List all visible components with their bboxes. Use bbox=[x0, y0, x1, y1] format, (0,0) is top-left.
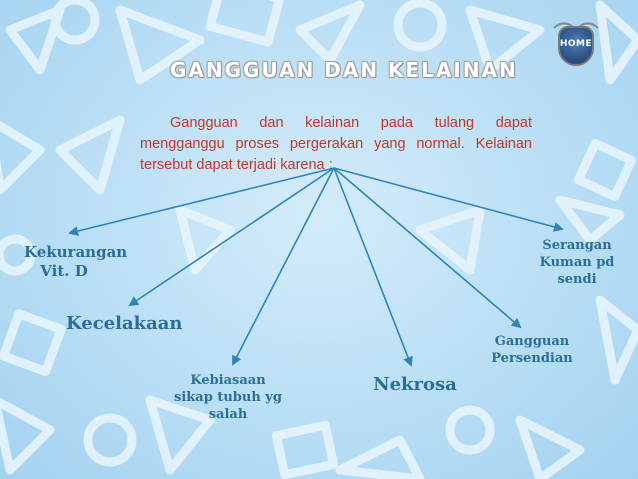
cause-line: salah bbox=[208, 407, 248, 422]
cause-line: Kebiasaan bbox=[190, 373, 266, 388]
home-label: HOME bbox=[559, 39, 593, 49]
cause-line: Persendian bbox=[491, 351, 573, 366]
cause-line: sendi bbox=[557, 272, 597, 287]
cause-nekrosa bbox=[370, 374, 460, 396]
arrow-to-kebiasaan bbox=[233, 168, 334, 364]
cause-line: Kekurangan bbox=[24, 243, 128, 261]
cause-line: Vit. D bbox=[40, 262, 88, 280]
cause-line: Nekrosa bbox=[373, 374, 457, 395]
arrow-to-serangan bbox=[334, 168, 562, 229]
cause-gangguan-persendian bbox=[482, 333, 582, 367]
intro-paragraph: Gangguan dan kelainan pada tulang dapat mengganggu proses pergerakan yang normal. Kelainan tersebut dapat terjadi karena : bbox=[140, 115, 532, 173]
cause-kekurangan-vit-d bbox=[24, 243, 128, 281]
home-button[interactable] bbox=[556, 20, 596, 68]
arrow-to-nekrosa bbox=[334, 168, 411, 365]
cause-line: Kecelakaan bbox=[66, 313, 183, 334]
cause-line: Gangguan bbox=[494, 334, 570, 349]
arrow-to-kekurangan bbox=[70, 168, 334, 233]
arrow-to-kecelakaan bbox=[130, 168, 334, 305]
cause-line: sikap tubuh yg bbox=[174, 390, 282, 405]
cause-kebiasaan-sikap bbox=[173, 372, 283, 423]
cause-line: Serangan bbox=[542, 238, 612, 253]
cause-kecelakaan bbox=[66, 313, 196, 335]
page-title: GANGGUAN DAN KELAINAN bbox=[170, 58, 518, 82]
cause-serangan-kuman bbox=[532, 237, 622, 288]
cause-line: Kuman pd bbox=[539, 255, 615, 270]
arrow-to-gangguan bbox=[334, 168, 520, 327]
